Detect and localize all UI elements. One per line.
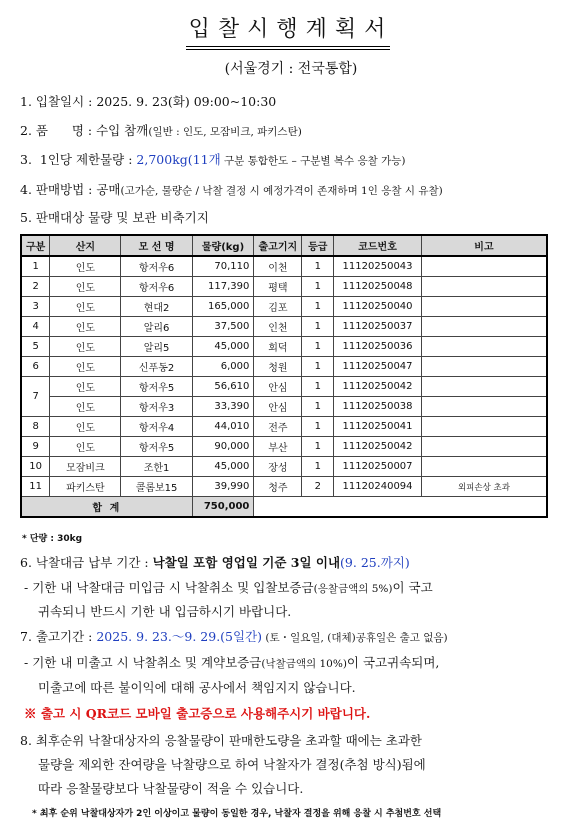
- cell-no: 8: [21, 417, 50, 437]
- item-label: 4. 판매방법 :: [20, 182, 97, 197]
- col-header: 등급: [302, 235, 334, 256]
- section-allocation-1: 8. 최후순위 낙찰대상자의 응찰물량이 판매한도량을 초과할 때에는 초과한: [20, 733, 422, 748]
- cell-remark: [421, 377, 547, 397]
- item-value: 공매: [96, 182, 121, 197]
- cell-code: 11120250036: [334, 337, 422, 357]
- cell-grade: 1: [302, 357, 334, 377]
- section-emphasis: 낙찰일 포함 영업일 기준 3일 이내: [152, 555, 341, 570]
- cell-ship: 항저우6: [121, 277, 192, 297]
- cell-base: 김포: [254, 297, 302, 317]
- cell-grade: 1: [302, 256, 334, 277]
- cell-base: 장성: [254, 457, 302, 477]
- cell-code: 11120250040: [334, 297, 422, 317]
- item-label: 3. 1인당 제한물량 :: [20, 152, 137, 167]
- note-text: 이 국고귀속되며,: [346, 655, 440, 670]
- cell-ship: 신푸동2: [121, 357, 192, 377]
- cell-code: 11120250042: [334, 377, 422, 397]
- cell-code: 11120250043: [334, 256, 422, 277]
- table-row: [21, 477, 547, 497]
- title-underline: [186, 46, 390, 47]
- table-row: [21, 397, 547, 417]
- cell-origin: 인도: [50, 357, 121, 377]
- cell-ship: 알리5: [121, 337, 192, 357]
- cell-origin: 인도: [50, 337, 121, 357]
- cell-code: 11120250041: [334, 417, 422, 437]
- col-header: 산지: [50, 235, 121, 256]
- item-bid-datetime: [20, 92, 276, 110]
- table-row: [21, 437, 547, 457]
- cell-ship: 항저우5: [121, 437, 192, 457]
- cell-grade: 1: [302, 317, 334, 337]
- cell-grade: 1: [302, 397, 334, 417]
- section-shipping-period: [20, 626, 448, 649]
- cell-grade: 2: [302, 477, 334, 497]
- table-header-row: [21, 235, 547, 256]
- stock-table: [20, 234, 548, 518]
- cell-code: 11120250047: [334, 357, 422, 377]
- item-sale-method: [20, 180, 443, 198]
- note-text: - 기한 내 낙찰대금 미입금 시 낙찰취소 및 입찰보증금: [24, 580, 314, 595]
- footnote: * 최후 순위 낙찰대상자가 2인 이상이고 물량이 동일한 경우, 낙찰자 결정을 위해 응찰 시 추첨번호 선택: [32, 809, 442, 819]
- cell-no: 7: [21, 377, 50, 417]
- cell-remark: [421, 317, 547, 337]
- section-payment-period: [20, 552, 410, 574]
- cell-qty: 117,390: [192, 277, 254, 297]
- item-note: (일반 : 인도, 모잠비크, 파키스탄): [148, 126, 302, 138]
- cell-remark: [421, 337, 547, 357]
- col-header: 비고: [421, 235, 547, 256]
- item-label: 2. 품 명 :: [20, 123, 97, 138]
- cell-grade: 1: [302, 377, 334, 397]
- item-value: 2025. 9. 23(화) 09:00~10:30: [96, 94, 277, 109]
- table-row: [21, 317, 547, 337]
- cell-origin: 인도: [50, 317, 121, 337]
- cell-grade: 1: [302, 457, 334, 477]
- cell-grade: 1: [302, 437, 334, 457]
- col-header: 구분: [21, 235, 50, 256]
- cell-origin: 파키스탄: [50, 477, 121, 497]
- table-row: [21, 337, 547, 357]
- cell-qty: 90,000: [192, 437, 254, 457]
- cell-code: 11120250007: [334, 457, 422, 477]
- note-small: (응찰금액의 5%): [313, 583, 393, 595]
- unit-note: * 단량 : 30kg: [22, 534, 83, 544]
- item-label: 5. 판매대상 물량 및 보관 비축기지: [20, 210, 209, 225]
- cell-base: 안심: [254, 397, 302, 417]
- col-header: 코드번호: [334, 235, 422, 256]
- cell-code: 11120250038: [334, 397, 422, 417]
- cell-remark: [421, 277, 547, 297]
- cell-origin: 인도: [50, 437, 121, 457]
- cell-origin: 인도: [50, 297, 121, 317]
- qr-warning: ※ 출고 시 QR코드 모바일 출고증으로 사용해주시기 바랍니다.: [24, 706, 371, 721]
- cell-no: 9: [21, 437, 50, 457]
- cell-remark: 외피손상 초과: [421, 477, 547, 497]
- page-title: 입찰시행계획서: [188, 17, 394, 42]
- cell-origin: 인도: [50, 277, 121, 297]
- table-row: [21, 297, 547, 317]
- cell-qty: 45,000: [192, 337, 254, 357]
- cell-no: 4: [21, 317, 50, 337]
- cell-ship: 조한1: [121, 457, 192, 477]
- note-text: 이 국고: [392, 580, 433, 595]
- cell-no: 3: [21, 297, 50, 317]
- cell-remark: [421, 397, 547, 417]
- note-text: - 기한 내 미출고 시 낙찰취소 및 계약보증금: [24, 655, 262, 670]
- total-value: 750,000: [192, 497, 254, 518]
- section-deadline: (9. 25.까지): [340, 555, 410, 570]
- cell-base: 부산: [254, 437, 302, 457]
- section-allocation-3: 따라 응찰물량보다 낙찰물량이 적을 수 있습니다.: [38, 781, 304, 796]
- cell-ship: 항저우4: [121, 417, 192, 437]
- cell-ship: 항저우3: [121, 397, 192, 417]
- item-label: 1. 입찰일시 :: [20, 94, 97, 109]
- section-allocation-2: 물량을 제외한 잔여량을 낙찰량으로 하여 낙찰자가 결정(추첨 방식)됨에: [38, 757, 426, 772]
- cell-grade: 1: [302, 297, 334, 317]
- cell-no: 11: [21, 477, 50, 497]
- cell-base: 안심: [254, 377, 302, 397]
- table-total-row: [21, 497, 547, 518]
- col-header: 모 선 명: [121, 235, 192, 256]
- col-header: 물량(kg): [192, 235, 254, 256]
- cell-origin: 인도: [50, 417, 121, 437]
- item-sale-volume: [20, 208, 209, 226]
- cell-qty: 56,610: [192, 377, 254, 397]
- table-row: [21, 377, 547, 397]
- cell-ship: 현대2: [121, 297, 192, 317]
- cell-origin: 모잠비크: [50, 457, 121, 477]
- item-note: (고가순, 물량순 / 낙찰 결정 시 예정가격이 존재하며 1인 응찰 시 유찰): [120, 185, 443, 197]
- cell-base: 평택: [254, 277, 302, 297]
- cell-no: 6: [21, 357, 50, 377]
- cell-ship: 알리6: [121, 317, 192, 337]
- cell-no: 10: [21, 457, 50, 477]
- total-empty: [254, 497, 547, 518]
- cell-qty: 44,010: [192, 417, 254, 437]
- table-row: [21, 357, 547, 377]
- cell-grade: 1: [302, 417, 334, 437]
- item-note: 구분 통합한도 – 구분별 복수 응찰 가능): [220, 155, 406, 167]
- page-subtitle: (서울경기 : 전국통합): [224, 61, 358, 77]
- cell-grade: 1: [302, 277, 334, 297]
- section-note: (토・일요일, (대체)공휴일은 출고 없음): [262, 632, 448, 644]
- section-label: 7. 출고기간 :: [20, 629, 97, 644]
- total-label: 합 계: [21, 497, 192, 518]
- cell-base: 이천: [254, 256, 302, 277]
- cell-remark: [421, 256, 547, 277]
- cell-remark: [421, 417, 547, 437]
- cell-base: 인천: [254, 317, 302, 337]
- col-header: 출고기지: [254, 235, 302, 256]
- table-row: [21, 277, 547, 297]
- cell-qty: 39,990: [192, 477, 254, 497]
- cell-qty: 37,500: [192, 317, 254, 337]
- item-limit: [20, 150, 406, 168]
- section-label: 6. 낙찰대금 납부 기간 :: [20, 555, 153, 570]
- cell-code: 11120250042: [334, 437, 422, 457]
- cell-remark: [421, 457, 547, 477]
- cell-ship: 항저우5: [121, 377, 192, 397]
- table-row: [21, 256, 547, 277]
- item-value: 수입 참깨: [96, 123, 149, 138]
- cell-qty: 165,000: [192, 297, 254, 317]
- section-payment-note: [24, 577, 433, 600]
- section-shipping-note-2: 미출고에 따른 불이익에 대해 공사에서 책임지지 않습니다.: [38, 680, 356, 695]
- cell-remark: [421, 437, 547, 457]
- cell-no: 2: [21, 277, 50, 297]
- cell-code: 11120240094: [334, 477, 422, 497]
- cell-origin: 인도: [50, 256, 121, 277]
- title-underline: [186, 49, 390, 50]
- cell-grade: 1: [302, 337, 334, 357]
- cell-base: 청주: [254, 477, 302, 497]
- table-row: [21, 457, 547, 477]
- cell-no: 5: [21, 337, 50, 357]
- cell-origin: 인도: [50, 377, 121, 397]
- cell-qty: 6,000: [192, 357, 254, 377]
- cell-base: 회덕: [254, 337, 302, 357]
- note-small: (낙찰금액의 10%): [261, 658, 347, 670]
- section-payment-note-2: 귀속되니 반드시 기한 내 입금하시기 바랍니다.: [38, 604, 292, 619]
- cell-remark: [421, 297, 547, 317]
- cell-no: 1: [21, 256, 50, 277]
- cell-ship: 콜롬보15: [121, 477, 192, 497]
- cell-origin: 인도: [50, 397, 121, 417]
- cell-qty: 45,000: [192, 457, 254, 477]
- cell-ship: 항저우6: [121, 256, 192, 277]
- section-dates: 2025. 9. 23.～9. 29.(5일간): [96, 629, 263, 644]
- cell-base: 청원: [254, 357, 302, 377]
- cell-remark: [421, 357, 547, 377]
- section-shipping-note: [24, 652, 439, 675]
- cell-code: 11120250037: [334, 317, 422, 337]
- table-row: [21, 417, 547, 437]
- item-value: 2,700kg(11개: [136, 152, 221, 167]
- cell-qty: 33,390: [192, 397, 254, 417]
- cell-code: 11120250048: [334, 277, 422, 297]
- item-product: [20, 121, 302, 139]
- cell-base: 전주: [254, 417, 302, 437]
- cell-qty: 70,110: [192, 256, 254, 277]
